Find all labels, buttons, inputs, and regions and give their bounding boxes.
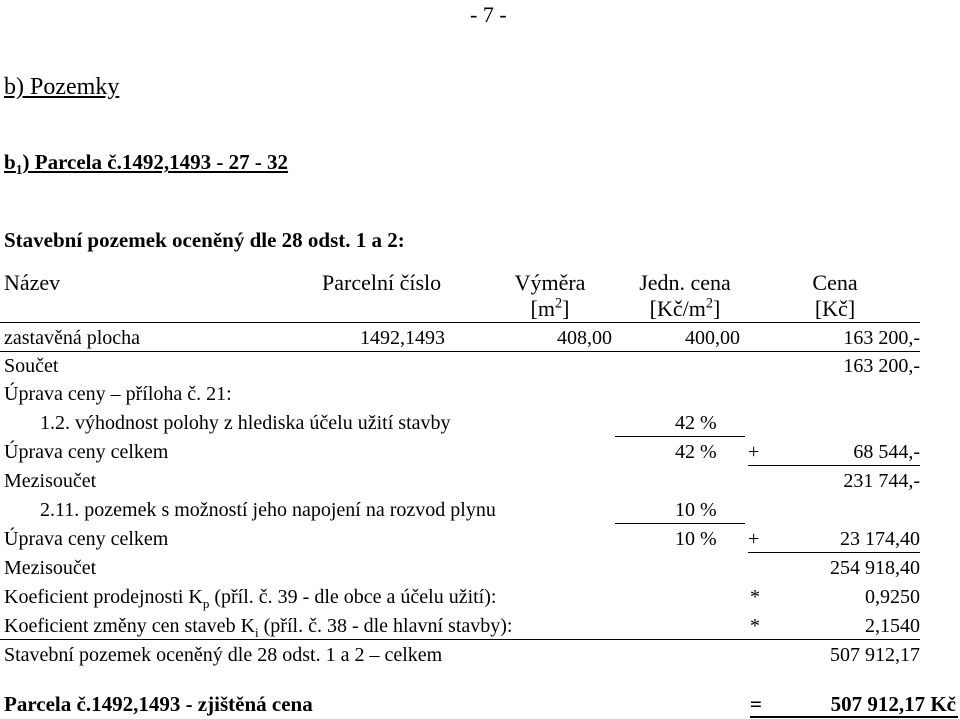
page-number: - 7 - <box>470 2 507 27</box>
coef1-label-rest: (příl. č. 39 - dle obce a účelu užití): <box>209 586 497 608</box>
parcel-heading-sub: 1 <box>15 162 23 178</box>
final-underline <box>750 716 958 718</box>
coef1-label-sub: p <box>202 596 210 611</box>
adj2-total-underline <box>748 552 920 553</box>
coef1-value: 0,9250 <box>865 586 920 608</box>
header-area-sup: 2 <box>554 295 563 312</box>
subtotal1-value: 231 744,- <box>843 470 920 492</box>
header-area-line2 <box>495 295 605 321</box>
total-value: 507 912,17 <box>830 644 920 666</box>
sum-value: 163 200,- <box>843 355 920 377</box>
coef2-label <box>4 615 513 640</box>
coef2-label-text: Koeficient změny cen staveb K <box>4 615 256 637</box>
subtotal2-value: 254 918,40 <box>830 557 920 579</box>
subtitle: Stavební pozemek oceněný dle 28 odst. 1 a 2: <box>4 228 405 252</box>
header-price-line1: Cena <box>812 270 858 295</box>
coef2-label-sub: i <box>255 625 259 640</box>
coef2-op: * <box>750 615 760 637</box>
adj1-pct: 42 % <box>675 412 717 434</box>
header-area-unit: [m <box>530 296 555 321</box>
section-title: b) Pozemky <box>4 74 120 100</box>
header-unit-price-bracket: ] <box>713 296 721 321</box>
adj2-total-pct: 10 % <box>675 528 717 550</box>
adj1-underline <box>615 436 745 437</box>
coef1-label-text: Koeficient prodejnosti K <box>4 586 203 608</box>
final-value: 507 912,17 Kč <box>830 692 956 716</box>
subtotal1-label: Mezisoučet <box>4 470 97 492</box>
coef2-label-rest: (příl. č. 38 - dle hlavní stavby): <box>258 615 513 637</box>
header-parcel: Parcelní číslo <box>322 270 442 295</box>
adj1-total-pct: 42 % <box>675 441 717 463</box>
land-price: 163 200,- <box>843 327 920 349</box>
coef2-value: 2,1540 <box>865 615 920 637</box>
adj1-total-label: Úprava ceny celkem <box>4 441 169 463</box>
header-area-bracket: ] <box>562 296 570 321</box>
adj2-underline <box>615 523 745 524</box>
final-label: Parcela č.1492,1493 - zjištěná cena <box>4 692 313 716</box>
adj1-total-value: 68 544,- <box>853 441 920 463</box>
total-label: Stavební pozemek oceněný dle 28 odst. 1 a 2 – celkem <box>4 644 443 666</box>
header-name: Název <box>4 270 61 295</box>
land-parcel: 1492,1493 <box>360 327 445 349</box>
parcel-heading-text: ) Parcela č.1492,1493 - 27 - 32 <box>22 150 289 174</box>
header-unit-price-line1: Jedn. cena <box>639 270 731 295</box>
land-unit-price: 400,00 <box>685 327 740 349</box>
header-unit-price-sup: 2 <box>705 295 714 312</box>
coef1-label <box>4 586 497 611</box>
final-op: = <box>750 692 762 716</box>
adj2-total-value: 23 174,40 <box>840 528 920 550</box>
header-price-line2: [Kč] <box>814 296 856 321</box>
adj2-op: + <box>748 528 760 550</box>
land-area: 408,00 <box>557 327 612 349</box>
adjust-title: Úprava ceny – příloha č. 21: <box>4 383 232 405</box>
sum-label: Součet <box>4 355 59 377</box>
parcel-heading-prefix: b <box>4 150 16 174</box>
land-name: zastavěná plocha <box>4 327 141 349</box>
row-divider <box>0 351 920 352</box>
header-unit-price-line2 <box>625 295 745 321</box>
adj2-label: 2.11. pozemek s možností jeho napojení na rozvod plynu <box>40 499 496 521</box>
header-area-line1: Výměra <box>514 270 586 295</box>
total-divider <box>0 639 920 640</box>
parcel-heading <box>4 150 289 178</box>
subtotal2-label: Mezisoučet <box>4 557 97 579</box>
adj2-total-label: Úprava ceny celkem <box>4 528 169 550</box>
adj1-label: 1.2. výhodnost polohy z hlediska účelu užití stavby <box>40 412 451 434</box>
adj2-pct: 10 % <box>675 499 717 521</box>
adj1-total-underline <box>748 465 920 466</box>
coef1-op: * <box>750 586 760 608</box>
header-unit-price-unit: [Kč/m <box>649 296 706 321</box>
header-divider <box>0 322 920 323</box>
adj1-op: + <box>748 441 760 463</box>
